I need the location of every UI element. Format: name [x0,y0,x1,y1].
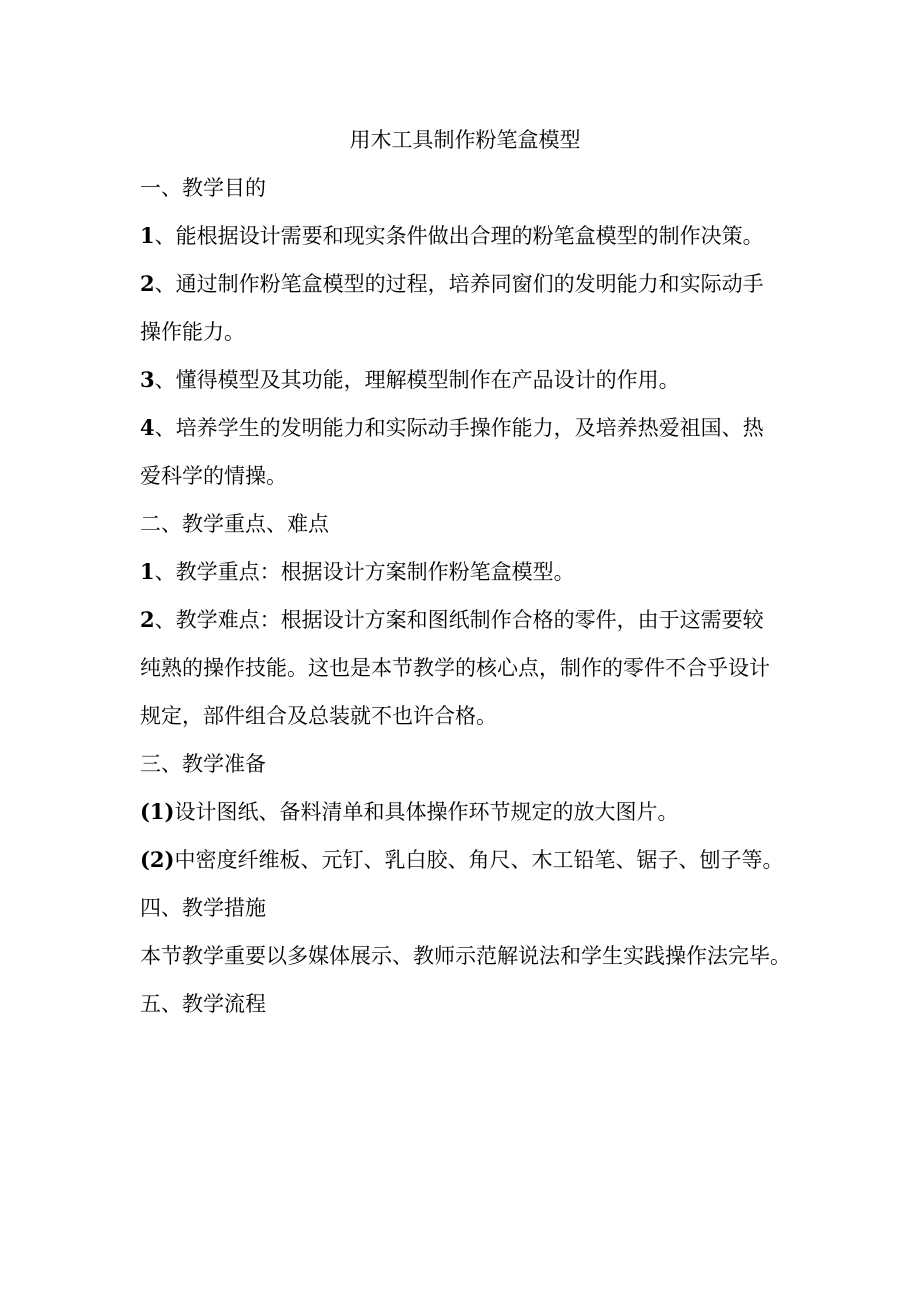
paragraph-line [140,692,790,740]
section-heading [140,164,790,212]
line-text: 、懂得模型及其功能，理解模型制作在产品设计的作用。 [154,368,680,392]
paragraph-line [140,644,790,692]
paragraph-line [140,596,790,644]
line-text: 五、教学流程 [140,992,266,1016]
item-number: (1) [140,799,175,824]
line-text: 、培养学生的发明能力和实际动手操作能力，及培养热爱祖国、热 [154,416,764,440]
item-number: 3 [140,367,155,392]
line-text: 爱科学的情操。 [140,464,287,488]
line-text: 、教学难点：根据设计方案和图纸制作合格的零件，由于这需要较 [154,608,764,632]
line-text: 、通过制作粉笔盒模型的过程，培养同窗们的发明能力和实际动手 [154,272,764,296]
line-text: 、教学重点：根据设计方案制作粉笔盒模型。 [154,560,575,584]
item-number: 1 [140,559,155,584]
section-heading [140,884,790,932]
item-number: 2 [140,271,155,296]
item-number: 4 [140,415,155,440]
paragraph-line [140,356,790,404]
line-text: 中密度纤维板、元钉、乳白胶、角尺、木工铅笔、锯子、刨子等。 [174,848,784,872]
line-text: 三、教学准备 [140,752,266,776]
paragraph-line [140,260,790,308]
paragraph-line [140,308,790,356]
line-text: 二、教学重点、难点 [140,512,329,536]
line-text: 规定，部件组合及总装就不也许合格。 [140,704,497,728]
item-number: (2) [140,847,175,872]
line-text: 、能根据设计需要和现实条件做出合理的粉笔盒模型的制作决策。 [154,224,764,248]
section-heading [140,500,790,548]
line-text: 一、教学目的 [140,176,266,200]
section-heading [140,740,790,788]
document-page [140,116,790,1028]
line-text: 本节教学重要以多媒体展示、教师示范解说法和学生实践操作法完毕。 [140,944,791,968]
paragraph-line [140,548,790,596]
paragraph-line [140,932,790,980]
paragraph-line [140,212,790,260]
document-title: 用木工具制作粉笔盒模型 [349,128,581,152]
paragraph-line [140,404,790,452]
paragraph-line [140,836,790,884]
line-text: 操作能力。 [140,320,245,344]
line-text: 设计图纸、备料清单和具体操作环节规定的放大图片。 [174,800,679,824]
item-number: 2 [140,607,155,632]
paragraph-line [140,452,790,500]
section-heading [140,980,790,1028]
line-text: 纯熟的操作技能。这也是本节教学的核心点，制作的零件不合乎设计 [140,656,770,680]
item-number: 1 [140,223,155,248]
line-text: 四、教学措施 [140,896,266,920]
paragraph-line [140,788,790,836]
